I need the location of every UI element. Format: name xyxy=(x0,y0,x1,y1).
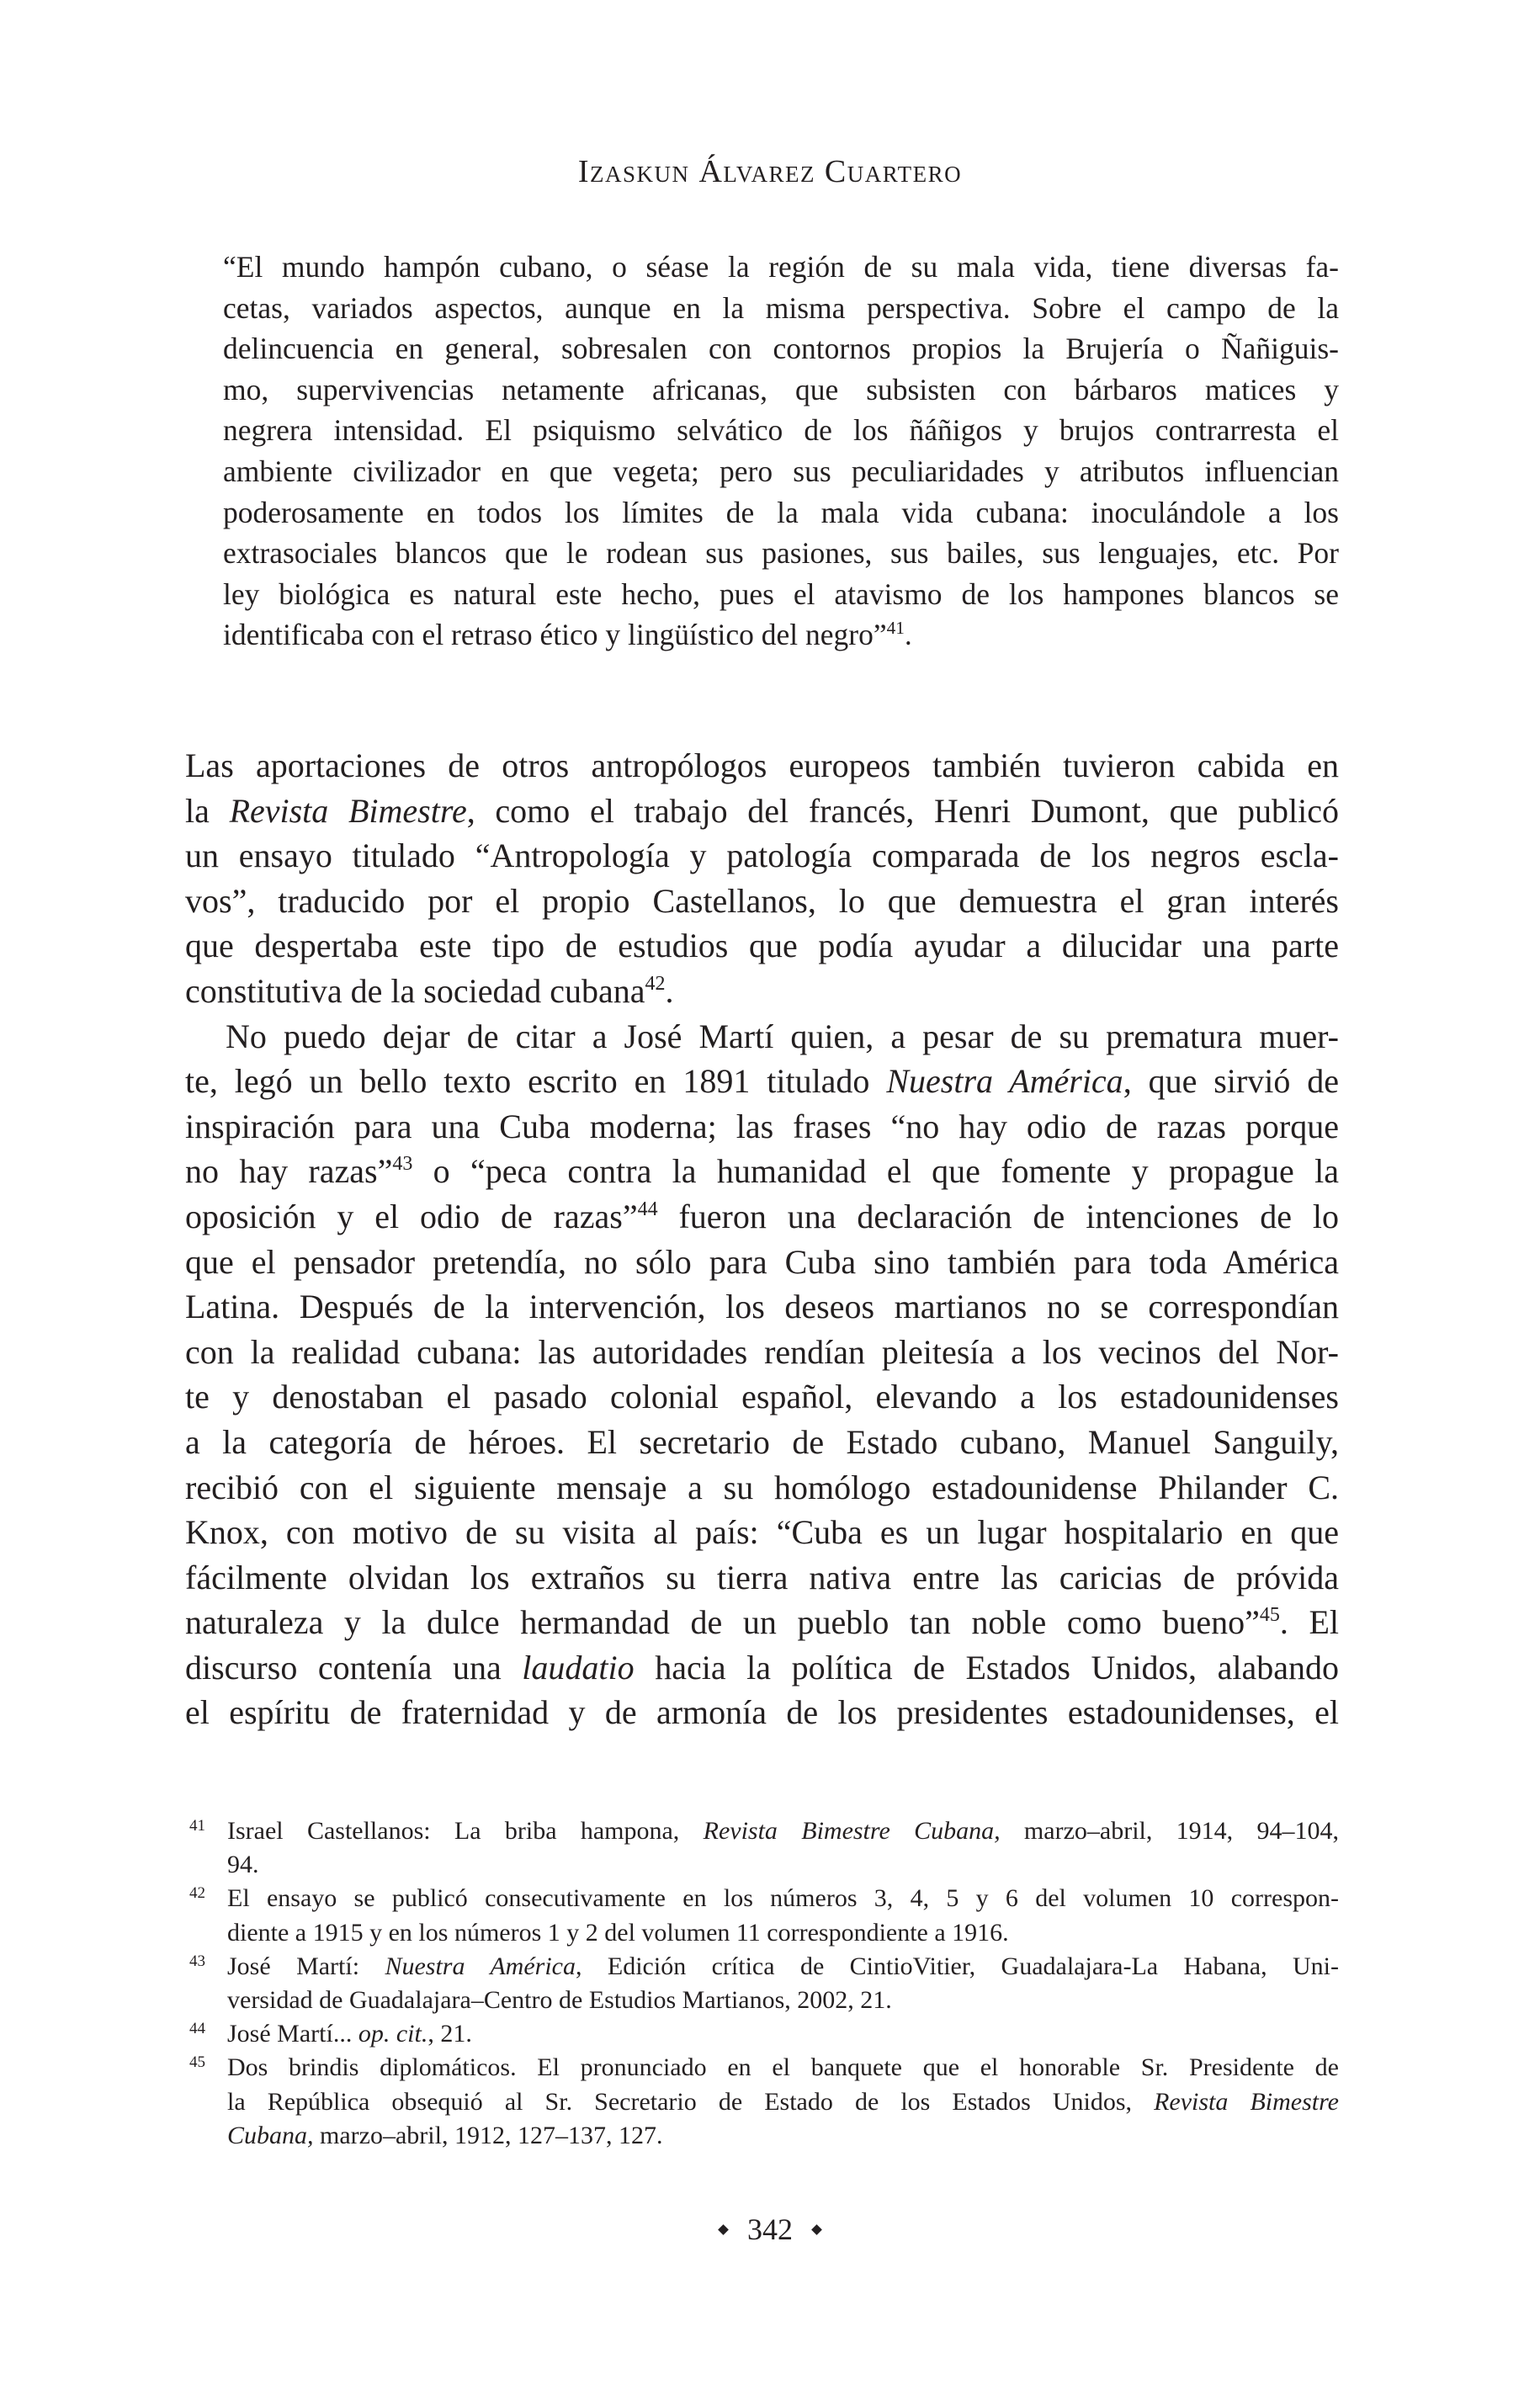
footnote-41 xyxy=(189,1814,1339,1882)
footnote-line: versidad de Guadalajara–Centro de Estudios Martianos, 2002, 21. xyxy=(227,1986,892,2015)
paragraph-marti xyxy=(185,1014,1339,1736)
running-head-author: Izaskun Álvarez Cuartero xyxy=(577,154,963,189)
body-line: a la categoría de héroes. El secretario de Estado cubano, Manuel Sanguily, xyxy=(185,1422,1339,1461)
body-line xyxy=(185,969,1339,1014)
footnote-line xyxy=(227,1950,1339,1984)
footnote-line: Dos brindis diplomáticos. El pronunciado en el banquete que el honorable Sr. Presidente de xyxy=(227,2053,1339,2082)
book-title: Nuestra América xyxy=(886,1062,1123,1101)
footnote-43 xyxy=(189,1950,1339,2017)
footnote-line: diente a 1915 y en los números 1 y 2 del volumen 11 correspondiente a 1916. xyxy=(227,1918,1009,1947)
quote-line: poderosamente en todos los límites de la mala vida cubana: inoculándole a los xyxy=(223,495,1339,529)
footnotes xyxy=(189,1814,1339,2153)
text: , que sirvió de xyxy=(1123,1062,1339,1101)
text: no hay razas” xyxy=(185,1152,393,1191)
body-text xyxy=(185,743,1339,1735)
body-line: el espíritu de fraternidad y de armonía de los presidentes estadounidenses, el xyxy=(185,1693,1339,1732)
body-line: recibió con el siguiente mensaje a su homólogo estadounidense Philander C. xyxy=(185,1468,1339,1506)
footnote-42 xyxy=(189,1882,1339,1949)
text: la xyxy=(185,791,230,830)
text: constitutiva de la sociedad cubana xyxy=(185,971,645,1010)
body-line: fácilmente olvidan los extraños su tierra nativa entre las caricias de próvida xyxy=(185,1558,1339,1596)
body-line: que el pensador pretendía, no sólo para Cuba sino también para toda América xyxy=(185,1242,1339,1281)
body-line xyxy=(185,1194,1339,1240)
text: oposición y el odio de razas” xyxy=(185,1197,638,1235)
page-number xyxy=(0,2212,1540,2247)
text: Israel Castellanos: La briba hampona, xyxy=(227,1817,704,1845)
quote-punct: . xyxy=(904,618,912,652)
footnote-line xyxy=(227,2085,1339,2119)
text: . xyxy=(665,971,674,1010)
block-quotation xyxy=(223,247,1339,656)
body-line: No puedo dejar de citar a José Martí quien, a pesar de su prematura muer- xyxy=(226,1017,1339,1055)
body-line: con la realidad cubana: las autoridades rendían pleitesía a los vecinos del Nor- xyxy=(185,1332,1339,1371)
body-line xyxy=(185,1645,1339,1691)
text: José Martí... xyxy=(227,2020,358,2048)
quote-line: extrasociales blancos que le rodean sus pasiones, sus bailes, sus lenguajes, etc. Por xyxy=(223,536,1339,571)
body-line: te y denostaban el pasado colonial español, elevando a los estadounidenses xyxy=(185,1378,1339,1416)
footnote-ref-43[interactable]: 43 xyxy=(392,1153,413,1176)
footnote-number: 43 xyxy=(189,1952,205,1970)
body-line xyxy=(185,1059,1339,1104)
journal-title: Revista Bimestre xyxy=(1154,2087,1339,2116)
latin-term: laudatio xyxy=(522,1648,635,1686)
body-line xyxy=(185,789,1339,834)
journal-title: Cubana, xyxy=(227,2121,314,2149)
text: , como el trabajo del francés, Henri Dumont, que publicó xyxy=(466,791,1340,830)
quote-line: cetas, variados aspectos, aunque en la misma perspectiva. Sobre el campo de la xyxy=(223,290,1339,325)
quote-line: negrera intensidad. El psiquismo selvático de los ñáñigos y brujos contrarresta el xyxy=(223,413,1339,448)
text: discurso contenía una xyxy=(185,1648,523,1686)
footnote-line xyxy=(227,2119,1339,2153)
body-line: Knox, con motivo de su visita al país: “Cuba es un lugar hospitalario en que xyxy=(185,1513,1339,1552)
footnote-line: 94. xyxy=(227,1851,259,1879)
journal-title: Revista Bimestre xyxy=(229,791,467,830)
text: marzo–abril, 1912, 127–137, 127. xyxy=(313,2121,663,2149)
footnote-44 xyxy=(189,2017,1339,2051)
text: marzo–abril, 1914, 94–104, xyxy=(1000,1817,1340,1845)
body-line: que despertaba este tipo de estudios que podía ayudar a dilucidar una parte xyxy=(185,927,1339,965)
text: te, legó un bello texto escrito en 1891 titulado xyxy=(185,1062,887,1101)
footnote-ref-42[interactable]: 42 xyxy=(645,973,666,996)
text: naturaleza y la dulce hermandad de un pueblo tan noble como bueno” xyxy=(185,1603,1260,1642)
quote-line: “El mundo hampón cubano, o séase la región de su mala vida, tiene diversas fa- xyxy=(223,250,1339,284)
quote-line: ley biológica es natural este hecho, pues el atavismo de los hampones blancos se xyxy=(223,576,1339,611)
quote-line xyxy=(223,614,1339,656)
quote-line: ambiente civilizador en que vegeta; pero sus peculiaridades y atributos influencian xyxy=(223,454,1339,488)
text: , Edición crítica de CintioVitier, Guadalajara-La Habana, Uni- xyxy=(575,1952,1339,1980)
footnote-number: 42 xyxy=(189,1884,205,1903)
bullet-icon xyxy=(718,2224,729,2235)
citation-abbrev: op. cit. xyxy=(358,2020,428,2048)
footnote-line xyxy=(227,1814,1339,1848)
journal-title: Revista Bimestre Cubana, xyxy=(703,1817,1001,1845)
footnote-ref-41[interactable]: 41 xyxy=(886,618,905,639)
text: fueron una declaración de intenciones de lo xyxy=(657,1197,1339,1235)
footnote-number: 45 xyxy=(189,2053,205,2072)
text: . El xyxy=(1279,1603,1340,1642)
body-line: inspiración para una Cuba moderna; las frases “no hay odio de razas porque xyxy=(185,1107,1339,1145)
book-title: Nuestra América xyxy=(385,1952,576,1980)
footnote-ref-45[interactable]: 45 xyxy=(1259,1604,1280,1627)
footnote-line xyxy=(227,2017,1339,2051)
page-number-value: 342 xyxy=(747,2212,793,2246)
footnote-45 xyxy=(189,2051,1339,2153)
text: hacia la política de Estados Unidos, alabando xyxy=(634,1648,1339,1686)
text: José Martí: xyxy=(227,1952,385,1980)
bullet-icon xyxy=(811,2224,822,2235)
quote-text: identificaba con el retraso ético y lingüístico del negro” xyxy=(223,618,887,652)
footnote-line: El ensayo se publicó consecutivamente en los números 3, 4, 5 y 6 del volumen 10 correspon- xyxy=(227,1884,1339,1913)
footnote-number: 44 xyxy=(189,2020,205,2038)
text: , 21. xyxy=(427,2020,472,2048)
text: la República obsequió al Sr. Secretario de Estado de los Estados Unidos, xyxy=(227,2087,1155,2116)
quote-line: delincuencia en general, sobresalen con contornos propios la Brujería o Ñañiguis- xyxy=(223,332,1339,366)
text: o “peca contra la humanidad el que fomente y propague la xyxy=(412,1152,1340,1191)
quote-line: mo, supervivencias netamente africanas, que subsisten con bárbaros matices y xyxy=(223,372,1339,406)
footnote-ref-44[interactable]: 44 xyxy=(637,1198,658,1221)
body-line: vos”, traducido por el propio Castellanos, lo que demuestra el gran interés xyxy=(185,881,1339,920)
body-line: un ensayo titulado “Antropología y patología comparada de los negros escla- xyxy=(185,837,1339,875)
body-line: Latina. Después de la intervención, los deseos martianos no se correspondían xyxy=(185,1288,1339,1326)
body-line xyxy=(185,1600,1339,1645)
body-line xyxy=(185,1149,1339,1194)
paragraph-anthropologists xyxy=(185,743,1339,1014)
body-line: Las aportaciones de otros antropólogos europeos también tuvieron cabida en xyxy=(185,746,1339,784)
footnote-number: 41 xyxy=(189,1817,205,1835)
